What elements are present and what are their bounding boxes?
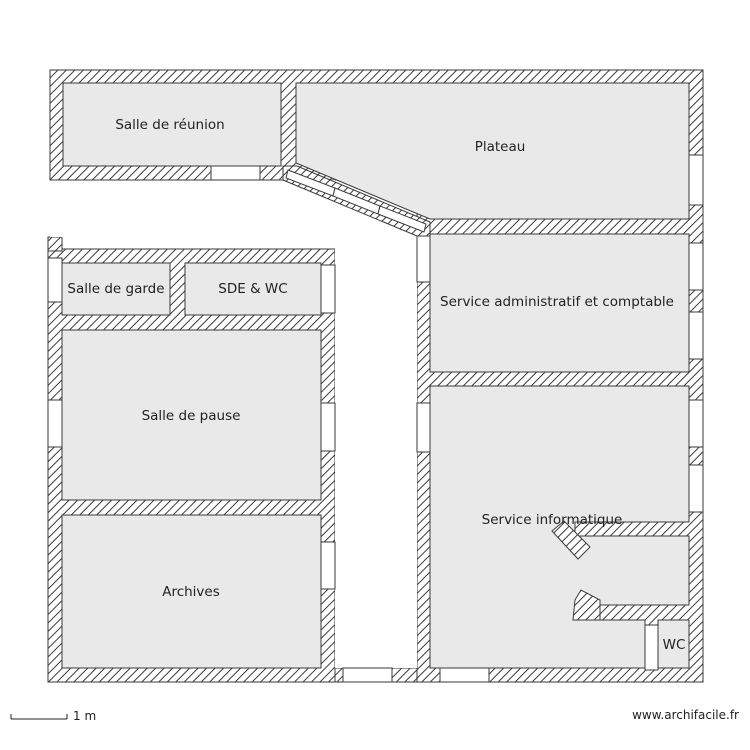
window-info-right-1 [689, 400, 703, 447]
label-salle-reunion: Salle de réunion [115, 117, 225, 133]
door-admin-left [417, 236, 430, 282]
window-plateau-right [689, 155, 703, 205]
window-garde-left [48, 258, 62, 302]
label-plateau: Plateau [474, 139, 526, 155]
door-archives [321, 542, 335, 589]
door-sde [321, 265, 335, 313]
door-corridor-bottom [343, 668, 392, 682]
door-pause [321, 403, 335, 451]
window-admin-right-1 [689, 243, 703, 290]
label-wc: WC [662, 637, 686, 653]
label-service-admin: Service administratif et comptable [440, 294, 674, 310]
window-admin-right-2 [689, 312, 703, 359]
label-salle-garde: Salle de garde [67, 281, 165, 297]
scale-label: 1 m [73, 709, 97, 723]
label-archives: Archives [162, 584, 220, 600]
label-sde-wc: SDE & WC [218, 281, 288, 297]
label-service-info: Service informatique [481, 512, 623, 528]
door-reunion [211, 166, 260, 180]
watermark: www.archifacile.fr [632, 708, 739, 722]
window-info-right-2 [689, 465, 703, 512]
label-salle-pause: Salle de pause [141, 408, 241, 424]
door-info-bottom [440, 668, 489, 682]
scale-bar [11, 714, 67, 719]
door-info-left [417, 403, 430, 452]
left-wall-stub [48, 237, 62, 251]
window-pause-left [48, 400, 62, 447]
door-wc [645, 625, 658, 670]
